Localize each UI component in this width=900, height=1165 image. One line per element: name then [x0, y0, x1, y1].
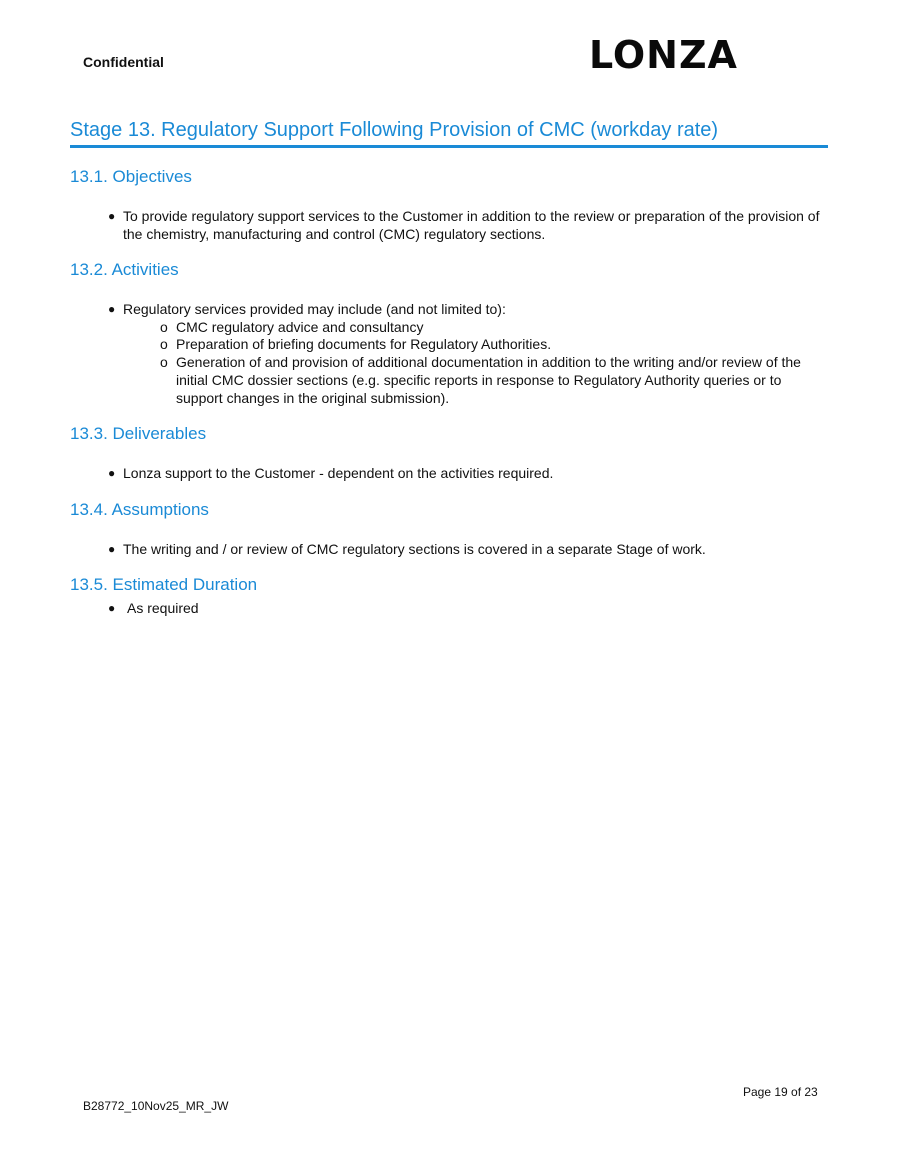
- bullet-icon: ●: [108, 302, 116, 316]
- duration-text: As required: [127, 600, 199, 616]
- activities-text: Regulatory services provided may include (and not limited to):: [123, 301, 506, 317]
- sub-list-item: [160, 354, 828, 407]
- sub-item-text: Generation of and provision of additional documentation in addition to the writing and/or review of the initial CMC dossier sections (e.g. specific reports in response to Regulatory Authority queries or to support changes in the original submission).: [176, 354, 801, 406]
- bullet-icon: ●: [108, 542, 116, 556]
- bullet-icon: ●: [108, 209, 116, 223]
- assumptions-text: The writing and / or review of CMC regulatory sections is covered in a separate Stage of work.: [123, 541, 706, 557]
- circle-bullet-icon: o: [160, 319, 168, 335]
- sub-list-item: [160, 336, 828, 354]
- list-item: [108, 465, 828, 483]
- list-item: [108, 301, 828, 319]
- sub-list-item: [160, 319, 828, 337]
- objectives-text: To provide regulatory support services to the Customer in addition to the review or preparation of the provision of the chemistry, manufacturing and control (CMC) regulatory sections.: [123, 208, 820, 242]
- list-item: [108, 208, 828, 244]
- document-reference: B28772_10Nov25_MR_JW: [83, 1099, 229, 1113]
- confidential-label: Confidential: [83, 54, 164, 70]
- deliverables-text: Lonza support to the Customer - dependent on the activities required.: [123, 465, 554, 481]
- bullet-icon: ●: [108, 601, 116, 615]
- assumptions-heading: 13.4. Assumptions: [70, 500, 209, 519]
- stage-title: Stage 13. Regulatory Support Following Provision of CMC (workday rate): [70, 119, 828, 148]
- sub-item-text: CMC regulatory advice and consultancy: [176, 319, 424, 335]
- activities-heading: 13.2. Activities: [70, 260, 179, 279]
- circle-bullet-icon: o: [160, 336, 168, 352]
- page-number: Page 19 of 23: [743, 1085, 818, 1099]
- list-item: [108, 541, 828, 559]
- duration-heading: 13.5. Estimated Duration: [70, 575, 258, 594]
- objectives-heading: 13.1. Objectives: [70, 167, 192, 186]
- bullet-icon: ●: [108, 466, 116, 480]
- lonza-logo: LONZA: [589, 33, 738, 77]
- sub-item-text: Preparation of briefing documents for Regulatory Authorities.: [176, 336, 552, 352]
- circle-bullet-icon: o: [160, 354, 168, 370]
- list-item: [108, 600, 828, 618]
- deliverables-heading: 13.3. Deliverables: [70, 424, 207, 443]
